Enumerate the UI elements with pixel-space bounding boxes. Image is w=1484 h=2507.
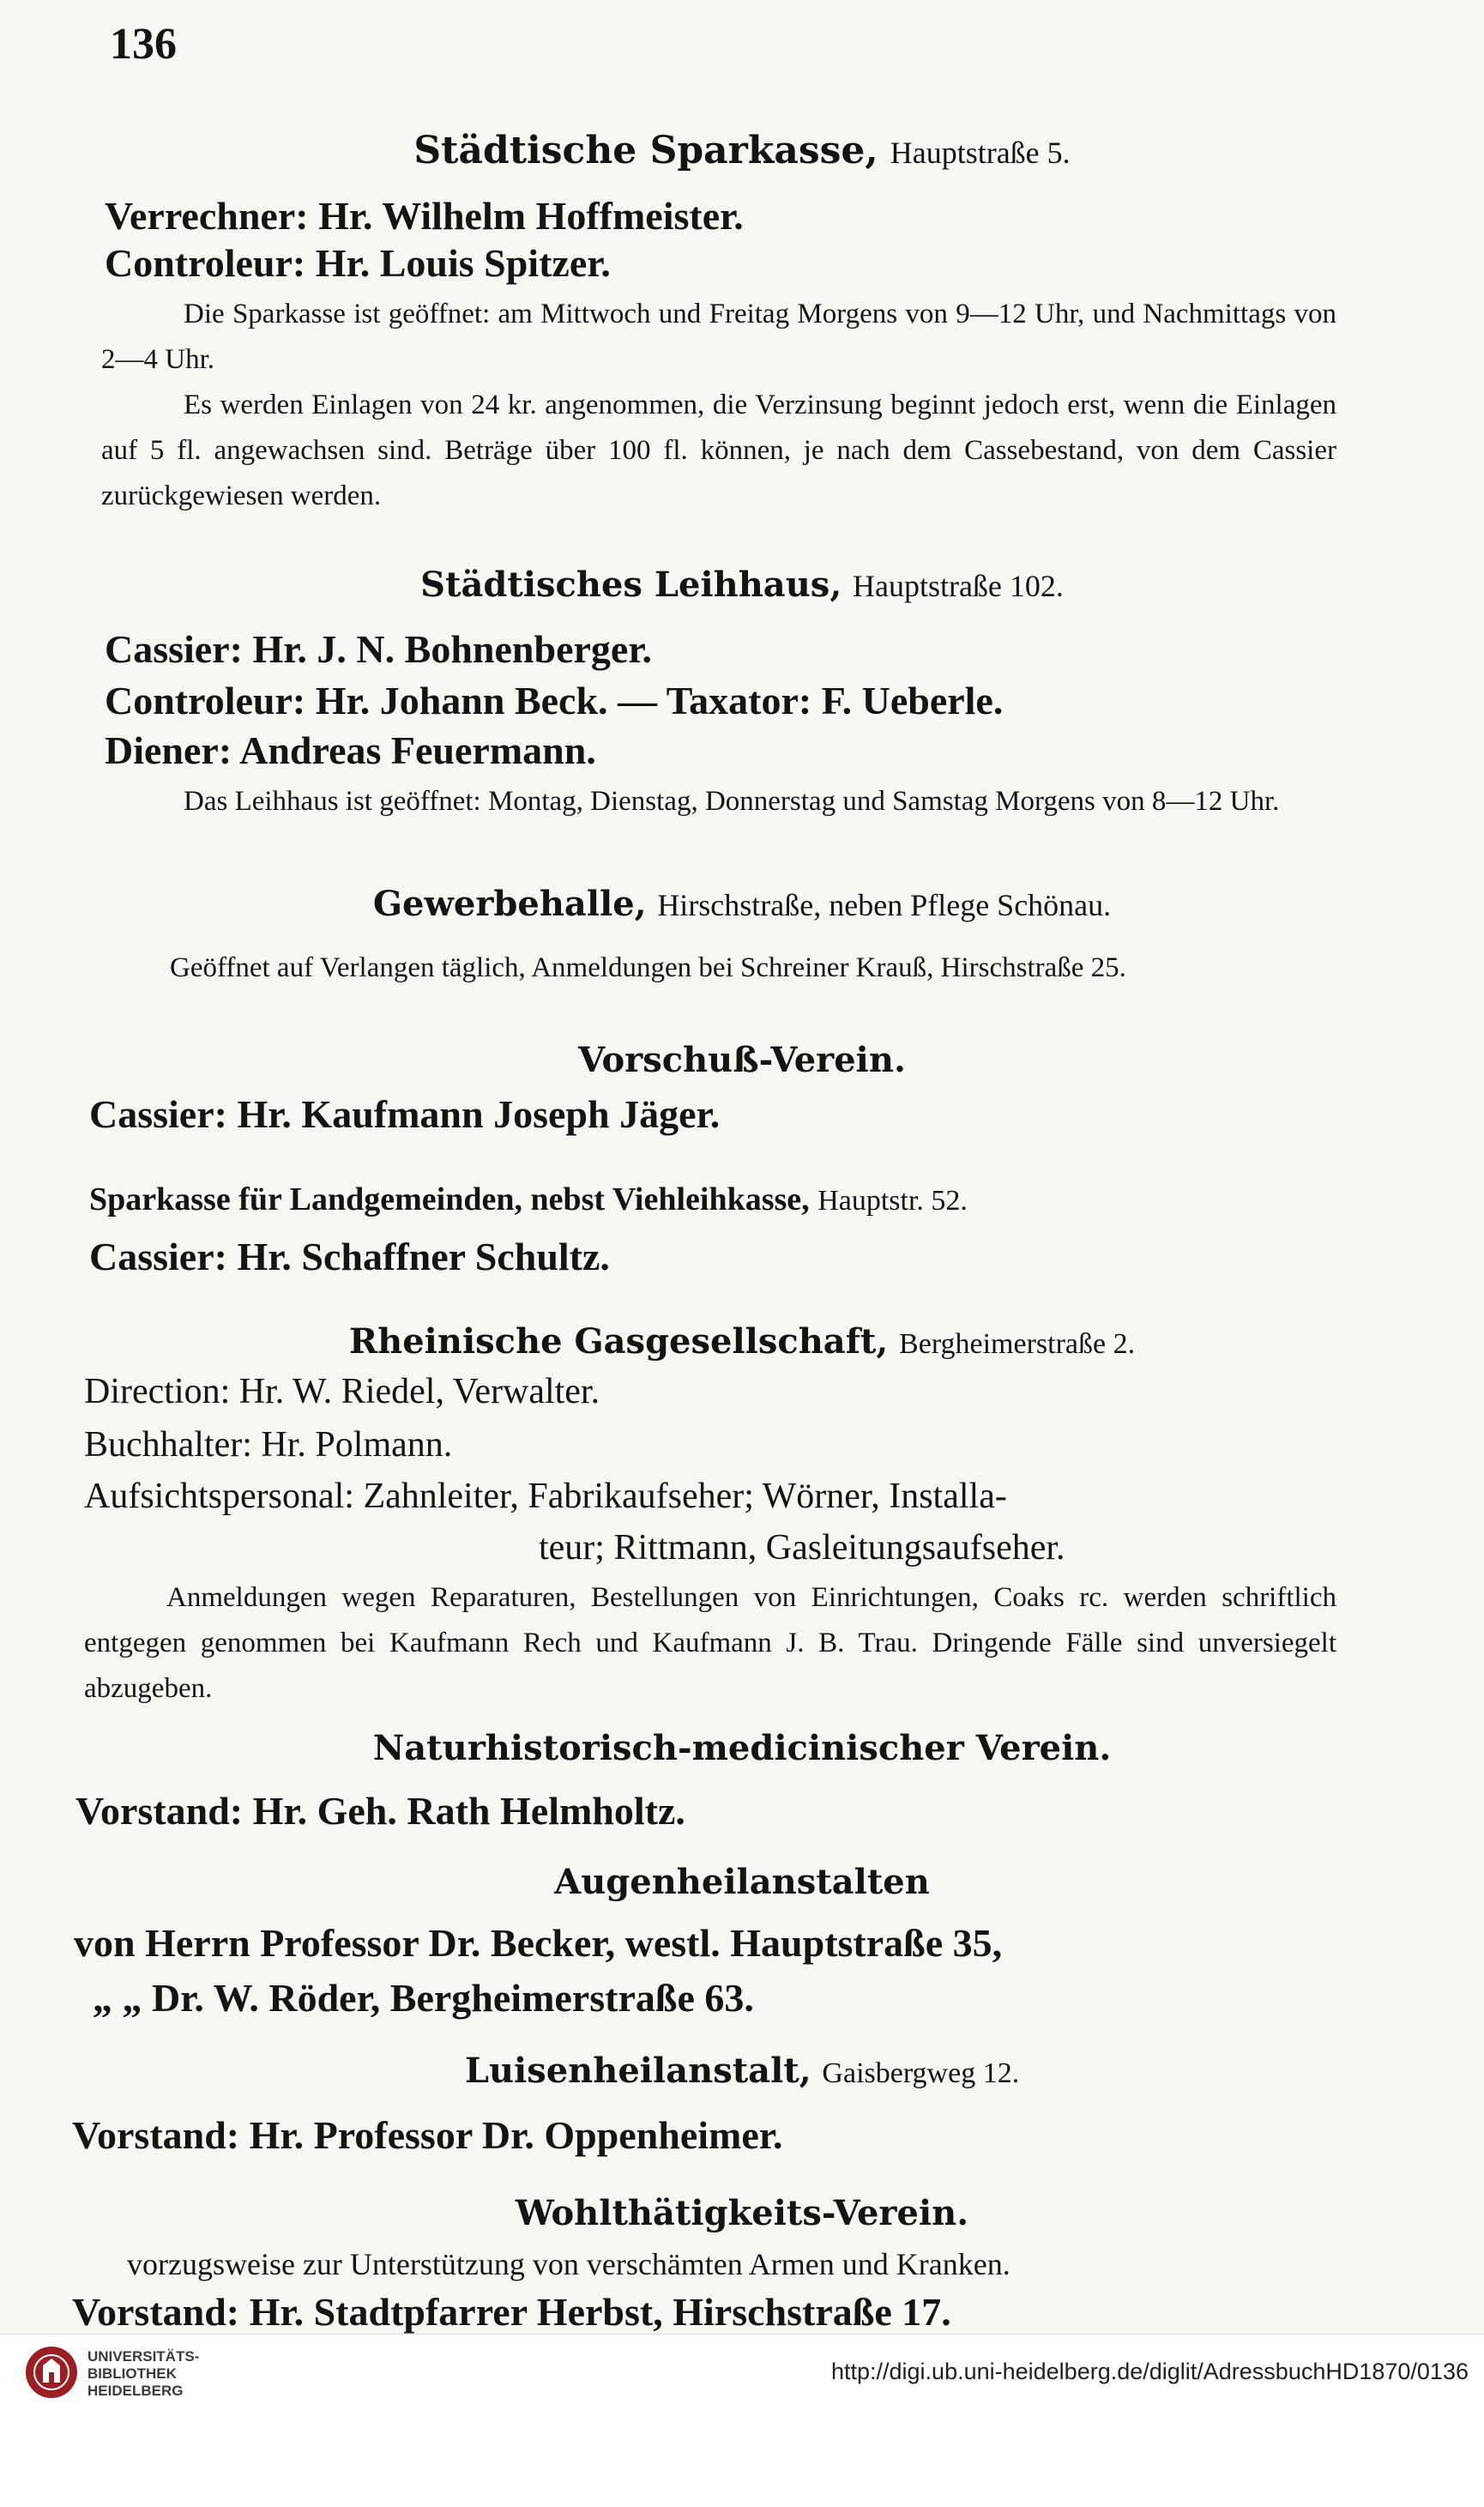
section-heading xyxy=(0,2193,1484,2233)
entry-line: vorzugsweise zur Unterstützung von verschämten Armen und Kranken. xyxy=(127,2247,1010,2281)
entry-line: teur; Rittmann, Gasleitungsaufseher. xyxy=(539,1528,1065,1568)
section-heading xyxy=(89,1181,968,1218)
heading-title: Vorschuß-Verein. xyxy=(578,1040,906,1080)
library-name xyxy=(87,2348,199,2400)
entry-line: Buchhalter: Hr. Polmann. xyxy=(84,1425,453,1465)
entry-line: Vorstand: Hr. Geh. Rath Helmholtz. xyxy=(75,1789,685,1833)
heading-title: Wohlthätigkeits-Verein. xyxy=(515,2193,969,2233)
footer-bar xyxy=(0,2334,1484,2507)
section-heading xyxy=(0,2051,1484,2091)
source-url-link[interactable]: http://digi.ub.uni-heidelberg.de/diglit/AdressbuchHD1870/0136 xyxy=(830,2359,1469,2384)
entry-line: Vorstand: Hr. Stadtpfarrer Herbst, Hirschstraße 17. xyxy=(72,2290,951,2334)
university-seal-icon xyxy=(24,2345,79,2400)
paragraph: Die Sparkasse ist geöffnet: am Mittwoch und Freitag Morgens von 9—12 Uhr, und Nachmittags von 2—4 Uhr. xyxy=(101,299,1336,375)
paragraph: Geöffnet auf Verlangen täglich, Anmeldungen bei Schreiner Krauß, Hirschstraße 25. xyxy=(170,952,1126,983)
heading-address: Hauptstraße 5. xyxy=(890,136,1071,170)
heading-title: Städtische Sparkasse, xyxy=(413,129,878,172)
entry-line: Vorstand: Hr. Professor Dr. Oppenheimer. xyxy=(72,2113,783,2157)
section-heading xyxy=(0,1321,1484,1362)
heading-address: Gaisbergweg 12. xyxy=(822,2057,1020,2089)
heading-title: Naturhistorisch-medicinischer Verein. xyxy=(372,1728,1112,1768)
paragraph: Es werden Einlagen von 24 kr. angenommen, die Verzinsung beginnt jedoch erst, wenn die Einlagen auf 5 fl. angewachsen sind. Beträge über 100 fl. können, je nach dem Cassebestand, von dem Cassier zurückgewiesen werden. xyxy=(101,390,1336,511)
section-heading xyxy=(0,1728,1484,1768)
section-paragraphs xyxy=(101,292,1336,519)
entry-line: „ „ Dr. W. Röder, Bergheimerstraße 63. xyxy=(93,1976,754,2020)
section-heading xyxy=(0,884,1484,924)
library-line: HEIDELBERG xyxy=(87,2383,184,2399)
heading-title: Augenheilanstalten xyxy=(554,1862,930,1902)
section-paragraphs xyxy=(101,945,1336,991)
paragraph: Das Leihhaus ist geöffnet: Montag, Dienstag, Donnerstag und Samstag Morgens von 8—12 Uhr. xyxy=(184,786,1280,817)
entry-line: von Herrn Professor Dr. Becker, westl. Hauptstraße 35, xyxy=(74,1921,1003,1965)
heading-address: Hirschstraße, neben Pflege Schönau. xyxy=(657,888,1112,922)
heading-title: Luisenheilanstalt, xyxy=(464,2051,811,2091)
heading-title: Sparkasse für Landgemeinden, nebst Viehleihkasse, xyxy=(89,1181,810,1217)
entry-line: Aufsichtspersonal: Zahnleiter, Fabrikaufseher; Wörner, Installa- xyxy=(84,1477,1007,1516)
heading-address: Hauptstr. 52. xyxy=(817,1185,968,1217)
heading-title: Gewerbehalle, xyxy=(372,884,647,924)
library-line: UNIVERSITÄTS- xyxy=(87,2348,200,2365)
entry-line: Verrechner: Hr. Wilhelm Hoffmeister. xyxy=(105,194,744,238)
section-heading xyxy=(0,565,1484,605)
heading-address: Hauptstraße 102. xyxy=(852,569,1064,603)
entry-line: Cassier: Hr. Kaufmann Joseph Jäger. xyxy=(89,1092,721,1136)
heading-address: Bergheimerstraße 2. xyxy=(899,1328,1136,1360)
section-heading xyxy=(0,129,1484,172)
section-heading xyxy=(0,1862,1484,1902)
library-line: BIBLIOTHEK xyxy=(87,2365,177,2382)
entry-line: Cassier: Hr. Schaffner Schultz. xyxy=(89,1235,610,1278)
entry-line: Controleur: Hr. Louis Spitzer. xyxy=(105,241,611,285)
entry-line: Cassier: Hr. J. N. Bohnenberger. xyxy=(105,627,653,671)
entry-line: Direction: Hr. W. Riedel, Verwalter. xyxy=(84,1372,600,1411)
section-paragraphs xyxy=(84,1575,1336,1712)
section-heading xyxy=(0,1040,1484,1080)
entry-line: Diener: Andreas Feuermann. xyxy=(105,728,596,772)
heading-title: Städtisches Leihhaus, xyxy=(420,565,842,605)
paragraph: Anmeldungen wegen Reparaturen, Bestellungen von Einrichtungen, Coaks rc. werden schriftlich entgegen genommen bei Kaufmann Rech und Kaufmann J. B. Trau. Dringende Fälle sind unversiegelt abzugeben. xyxy=(84,1582,1336,1704)
section-paragraphs xyxy=(101,779,1336,825)
page-number: 136 xyxy=(110,20,177,69)
heading-title: Rheinische Gasgesellschaft, xyxy=(348,1321,889,1362)
entry-line: Controleur: Hr. Johann Beck. — Taxator: F. Ueberle. xyxy=(105,679,1004,722)
